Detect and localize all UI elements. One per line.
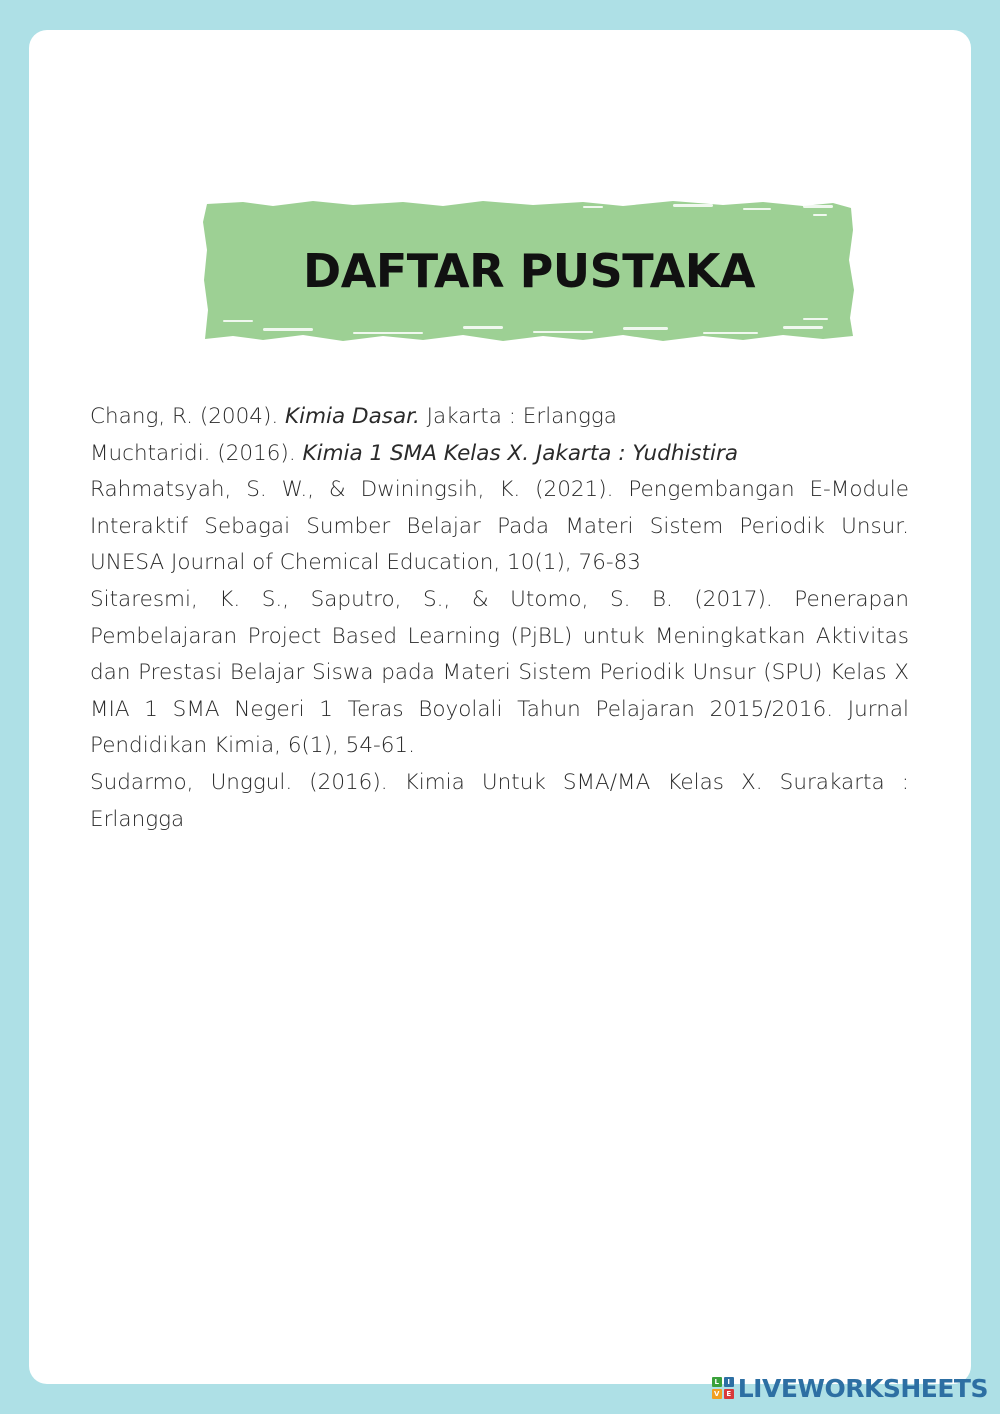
liveworksheets-logo[interactable] — [712, 1373, 988, 1403]
logo-squares-icon: L I V E — [712, 1377, 734, 1399]
reference-item: Sitaresmi, K. S., Saputro, S., & Utomo, S. B. (2017). Penerapan Pembelajaran Project Based Learning (PjBL) untuk Meningkatkan Aktivitas dan Prestasi Belajar Siswa pada Materi Sistem Periodik Unsur (SPU) Kelas X MIA 1 SMA Negeri 1 Teras Boyolali Tahun Pelajaran 2015/2016. Jurnal Pendidikan Kimia, 6(1), 54-61. — [90, 586, 909, 759]
logo-text: LIVEWORKSHEETS — [737, 1373, 988, 1403]
reference-item: Muchtaridi. (2016). Kimia 1 SMA Kelas X. Jakarta : Yudhistira — [90, 440, 739, 466]
title-banner — [203, 200, 855, 342]
page-title: DAFTAR PUSTAKA — [303, 244, 755, 298]
reference-item: Rahmatsyah, S. W., & Dwiningsih, K. (2021). Pengembangan E-Module Interaktif Sebagai Sumber Belajar Pada Materi Sistem Periodik Unsur. UNESA Journal of Chemical Education, 10(1), 76-83 — [90, 477, 909, 576]
reference-item: Sudarmo, Unggul. (2016). Kimia Untuk SMA/MA Kelas X. Surakarta : Erlangga — [90, 769, 909, 832]
worksheet-page — [29, 30, 971, 1384]
reference-list — [90, 399, 909, 838]
reference-item: Chang, R. (2004). Kimia Dasar. Jakarta : Erlangga — [90, 404, 617, 429]
